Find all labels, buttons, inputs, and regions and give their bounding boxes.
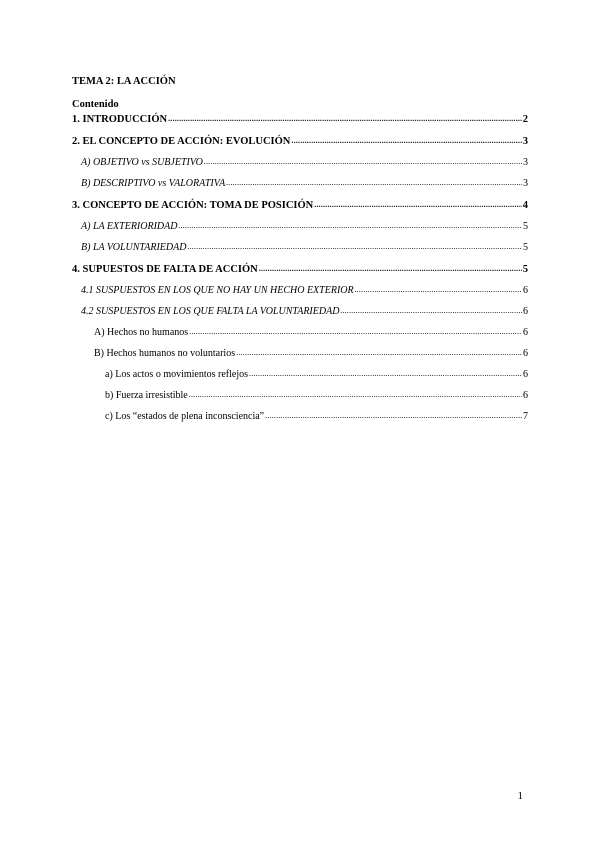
- toc-entry-toma-de-posicion[interactable]: [72, 189, 528, 211]
- toc-leader-dots: [204, 156, 522, 168]
- toc-entry-descriptivo-valorativa[interactable]: [72, 168, 528, 189]
- toc-entry-page: 5: [522, 264, 528, 275]
- page-number: 1: [517, 790, 523, 802]
- table-of-contents: [72, 111, 528, 422]
- toc-entry-label: b) Fuerza irresistible: [105, 390, 188, 401]
- toc-leader-dots: [259, 263, 522, 275]
- toc-leader-dots: [236, 347, 522, 359]
- toc-entry-label: B) LA VOLUNTARIEDAD: [81, 242, 187, 253]
- toc-leader-dots: [168, 113, 522, 125]
- toc-entry-page: 6: [523, 348, 528, 359]
- toc-entry-label: A) Hechos no humanos: [94, 327, 189, 338]
- toc-entry-page: 3: [523, 178, 528, 189]
- toc-entry-label: A) OBJETIVO vs SUBJETIVO: [81, 157, 203, 168]
- toc-entry-plena-inconsciencia[interactable]: [72, 401, 528, 422]
- toc-entry-page: 6: [523, 327, 528, 338]
- toc-entry-label: 1. INTRODUCCIÓN: [72, 114, 168, 125]
- toc-heading: Contenido: [72, 99, 119, 110]
- toc-entry-voluntariedad[interactable]: [72, 232, 528, 253]
- toc-entry-objetivo-subjetivo[interactable]: [72, 147, 528, 168]
- toc-entry-falta-de-accion[interactable]: [72, 253, 528, 275]
- toc-leader-dots: [340, 305, 522, 317]
- toc-entry-page: 3: [522, 136, 528, 147]
- toc-entry-fuerza-irresistible[interactable]: [72, 380, 528, 401]
- toc-entry-label: 3. CONCEPTO DE ACCIÓN: TOMA DE POSICIÓN: [72, 200, 314, 211]
- toc-entry-page: 3: [523, 157, 528, 168]
- toc-leader-dots: [189, 326, 522, 338]
- toc-entry-label: A) LA EXTERIORIDAD: [81, 221, 178, 232]
- toc-entry-label: a) Los actos o movimientos reflejos: [105, 369, 249, 380]
- toc-entry-hechos-no-humanos[interactable]: [72, 317, 528, 338]
- toc-leader-dots: [187, 241, 522, 253]
- toc-entry-label: B) DESCRIPTIVO vs VALORATIVA: [81, 178, 226, 189]
- toc-leader-dots: [178, 220, 522, 232]
- toc-entry-concepto-evolucion[interactable]: [72, 125, 528, 147]
- toc-entry-introduccion[interactable]: [72, 111, 528, 125]
- toc-entry-page: 6: [523, 369, 528, 380]
- toc-leader-dots: [249, 368, 522, 380]
- toc-entry-hechos-humanos-no-voluntarios[interactable]: [72, 338, 528, 359]
- toc-leader-dots: [189, 389, 522, 401]
- toc-leader-dots: [226, 177, 522, 189]
- toc-entry-exterioridad[interactable]: [72, 211, 528, 232]
- toc-entry-label: 4. SUPUESTOS DE FALTA DE ACCIÓN: [72, 264, 258, 275]
- toc-entry-label: 2. EL CONCEPTO DE ACCIÓN: EVOLUCIÓN: [72, 136, 291, 147]
- toc-leader-dots: [355, 284, 522, 296]
- toc-leader-dots: [265, 410, 522, 422]
- toc-entry-no-hecho-exterior[interactable]: [72, 275, 528, 296]
- toc-entry-falta-voluntariedad[interactable]: [72, 296, 528, 317]
- toc-entry-page: 4: [522, 200, 528, 211]
- toc-entry-page: 6: [523, 306, 528, 317]
- document-title: TEMA 2: LA ACCIÓN: [72, 76, 176, 87]
- toc-leader-dots: [314, 199, 522, 211]
- toc-entry-page: 7: [523, 411, 528, 422]
- toc-entry-label: c) Los “estados de plena inconsciencia”: [105, 411, 265, 422]
- toc-entry-label: 4.1 SUSPUESTOS EN LOS QUE NO HAY UN HECHO EXTERIOR: [81, 285, 354, 296]
- toc-entry-page: 5: [523, 242, 528, 253]
- toc-entry-page: 5: [523, 221, 528, 232]
- toc-entry-actos-reflejos[interactable]: [72, 359, 528, 380]
- toc-entry-page: 6: [523, 390, 528, 401]
- toc-entry-label: 4.2 SUSPUESTOS EN LOS QUE FALTA LA VOLUNTARIEDAD: [81, 306, 340, 317]
- toc-entry-page: 6: [523, 285, 528, 296]
- toc-entry-label: B) Hechos humanos no voluntarios: [94, 348, 236, 359]
- toc-entry-page: 2: [522, 114, 528, 125]
- toc-leader-dots: [291, 135, 521, 147]
